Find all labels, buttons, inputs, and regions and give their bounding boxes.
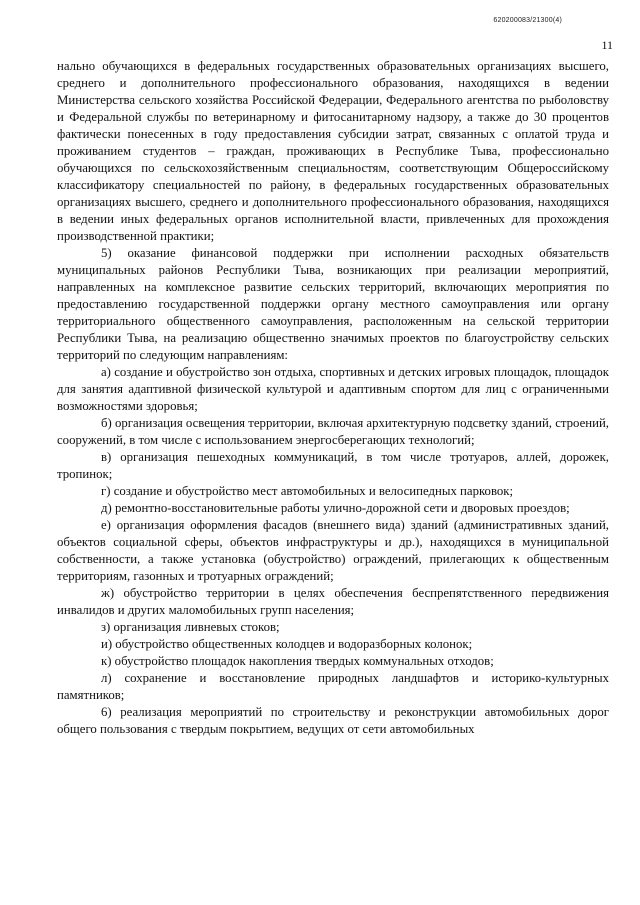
paragraph-subitem-g: г) создание и обустройство мест автомобильных и велосипедных парковок;: [101, 484, 514, 498]
paragraph-subitem-d: д) ремонтно-восстановительные работы улично-дорожной сети и дворовых проездов;: [101, 501, 570, 515]
paragraph-subitem-a: а) создание и обустройство зон отдыха, спортивных и детских игровых площадок, площадок для занятия адаптивной физической культурой и адаптивным спортом для лиц с ограниченными возможностями здоровья;: [57, 365, 609, 413]
paragraph-item-5: 5) оказание финансовой поддержки при исполнении расходных обязательств муниципальных районов Республики Тыва, возникающих при реализации мероприятий, направленных на комплексное развитие сельских территорий, включающих мероприятия по предоставлению государственной поддержки органу местного самоуправления или органу территориального общественного самоуправления, расположенным на сельской территории Республики Тыва, на реализацию общественно значимых проектов по благоустройству сельских территорий по следующим направлениям:: [57, 246, 609, 362]
paragraph-subitem-l: л) сохранение и восстановление природных ландшафтов и историко-культурных памятников;: [57, 671, 609, 702]
paragraph-item-6: 6) реализация мероприятий по строительству и реконструкции автомобильных дорог общего пользования с твердым покрытием, ведущих от сети автомобильных: [57, 705, 609, 736]
paragraph-continuation: нально обучающихся в федеральных государственных образовательных организациях высшего, среднего и дополнительного профессионального образования, находящихся в ведении Министерства сельского хозяйства Российской Федерации, Федерального агентства по рыболовству и Федеральной службы по ветеринарному и фитосанитарному надзору, а также до 30 процентов фактически понесенных в году предоставления субсидии затрат, связанных с оплатой труда и проживанием студентов – граждан, проживающих в Республике Тыва, профессионально обучающихся по сельскохозяйственным специальностям, соответствующим Общероссийскому классификатору специальностей по району, в федеральных государственных образовательных организациях высшего, среднего и дополнительного профессионального образования, находящихся в ведении иных федеральных органов исполнительной власти, привлеченных для прохождения производственной практики;: [57, 59, 609, 243]
paragraph-subitem-k: к) обустройство площадок накопления твердых коммунальных отходов;: [101, 654, 494, 668]
document-code: 620200083/21300(4): [493, 17, 562, 24]
document-body: [57, 58, 609, 738]
paragraph-subitem-e: е) организация оформления фасадов (внешнего вида) зданий (административных зданий, объектов социальной сферы, объектов инфраструктуры и др.), находящихся в муниципальной собственности, а также установка (обустройство) ограждений, прилегающих к общественным территориям, газонных и тротуарных ограждений;: [57, 518, 609, 583]
paragraph-subitem-i: и) обустройство общественных колодцев и водоразборных колонок;: [101, 637, 473, 651]
paragraph-subitem-z: з) организация ливневых стоков;: [101, 620, 280, 634]
paragraph-subitem-b: б) организация освещения территории, включая архитектурную подсветку зданий, строений, сооружений, в том числе с использованием энергосберегающих технологий;: [57, 416, 610, 447]
paragraph-subitem-zh: ж) обустройство территории в целях обеспечения беспрепятственного передвижения инвалидов и других маломобильных групп населения;: [57, 586, 609, 617]
page-number: 11: [601, 38, 613, 52]
paragraph-subitem-v: в) организация пешеходных коммуникаций, в том числе тротуаров, аллей, дорожек, тропинок;: [57, 450, 609, 481]
